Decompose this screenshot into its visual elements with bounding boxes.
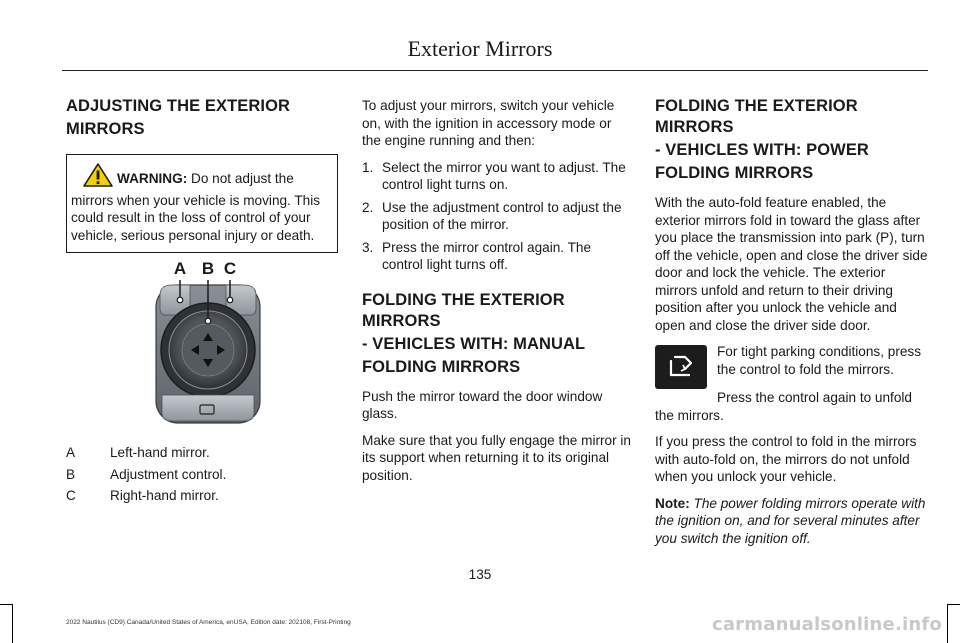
header-rule	[62, 70, 928, 71]
fold-control-text: For tight parking conditions, press the control to fold the mirrors.	[717, 344, 922, 377]
figure-legend	[66, 442, 336, 507]
step-item: 2. Use the adjustment control to adjust the position of the mirror.	[362, 199, 622, 232]
crop-mark	[947, 604, 960, 605]
intro-paragraph: To adjust your mirrors, switch your vehicle on, with the ignition in accessory mode or the engine running and then:	[362, 98, 615, 148]
legend-row: B Adjustment control.	[66, 466, 227, 482]
column-middle	[362, 97, 634, 493]
legend-row: C Right-hand mirror.	[66, 488, 219, 503]
figure-label-a: A	[173, 259, 187, 278]
unfold-control-text: Press the control again to unfold the mirrors.	[655, 390, 912, 423]
page-section-title: Exterior Mirrors	[407, 36, 553, 61]
watermark-text: carmanualsonline.info	[711, 614, 942, 635]
page-number: 135	[468, 567, 492, 582]
fold-control-block	[655, 343, 930, 389]
warning-box	[66, 154, 338, 253]
warning-text: Do not adjust the mirrors when your vehicle is moving. This could result in the loss of control of your vehicle, serious personal injury or death.	[71, 171, 321, 243]
warning-title: WARNING:	[117, 171, 188, 186]
edition-footer: 2022 Nautilus (CD9) Canada/United States of America, enUSA, Edition date: 202108, First-Printing	[66, 619, 351, 626]
step-item: 3. Press the mirror control again. The control light turns off.	[362, 239, 592, 272]
heading-adjusting-mirrors: ADJUSTING THE EXTERIOR MIRRORS	[66, 97, 291, 138]
crop-mark	[12, 604, 13, 643]
crop-mark	[0, 604, 12, 605]
legend-row: A Left-hand mirror.	[66, 445, 210, 460]
adjust-steps	[362, 159, 634, 274]
manual-fold-paragraph-1: Push the mirror toward the door window glass.	[362, 388, 603, 421]
manual-fold-paragraph-2: Make sure that you fully engage the mirror in its support when returning it to its original position.	[362, 432, 631, 483]
power-fold-paragraph-2: If you press the control to fold in the mirrors with auto-fold on, the mirrors do not unfold when you unlock your vehicle.	[655, 434, 917, 484]
warning-icon	[83, 163, 113, 192]
column-left	[66, 96, 338, 253]
fold-mirror-icon	[655, 345, 707, 389]
figure-label-b: B	[201, 259, 215, 278]
figure-label-c: C	[223, 259, 237, 278]
step-item: 1. Select the mirror you want to adjust. The control light turns on.	[362, 159, 626, 192]
heading-manual-folding: FOLDING THE EXTERIOR MIRRORS - VEHICLES WITH: MANUAL FOLDING MIRRORS	[362, 290, 586, 376]
power-fold-paragraph-1: With the auto-fold feature enabled, the exterior mirrors fold in toward the glass after you place the transmission into park (P), turn off the vehicle, open and close the driver side door and lock the vehicle. The exterior mirrors unfold and return to their driving position after you unlock the vehicle and open and close the driver side door.	[655, 195, 928, 333]
crop-mark	[947, 604, 948, 643]
mirror-control-figure	[150, 255, 270, 430]
column-right	[655, 96, 930, 556]
heading-power-folding: FOLDING THE EXTERIOR MIRRORS - VEHICLES WITH: POWER FOLDING MIRRORS	[655, 97, 869, 182]
note-paragraph: Note: The power folding mirrors operate with the ignition on, and for several minutes after you switch the ignition off.	[655, 495, 926, 546]
